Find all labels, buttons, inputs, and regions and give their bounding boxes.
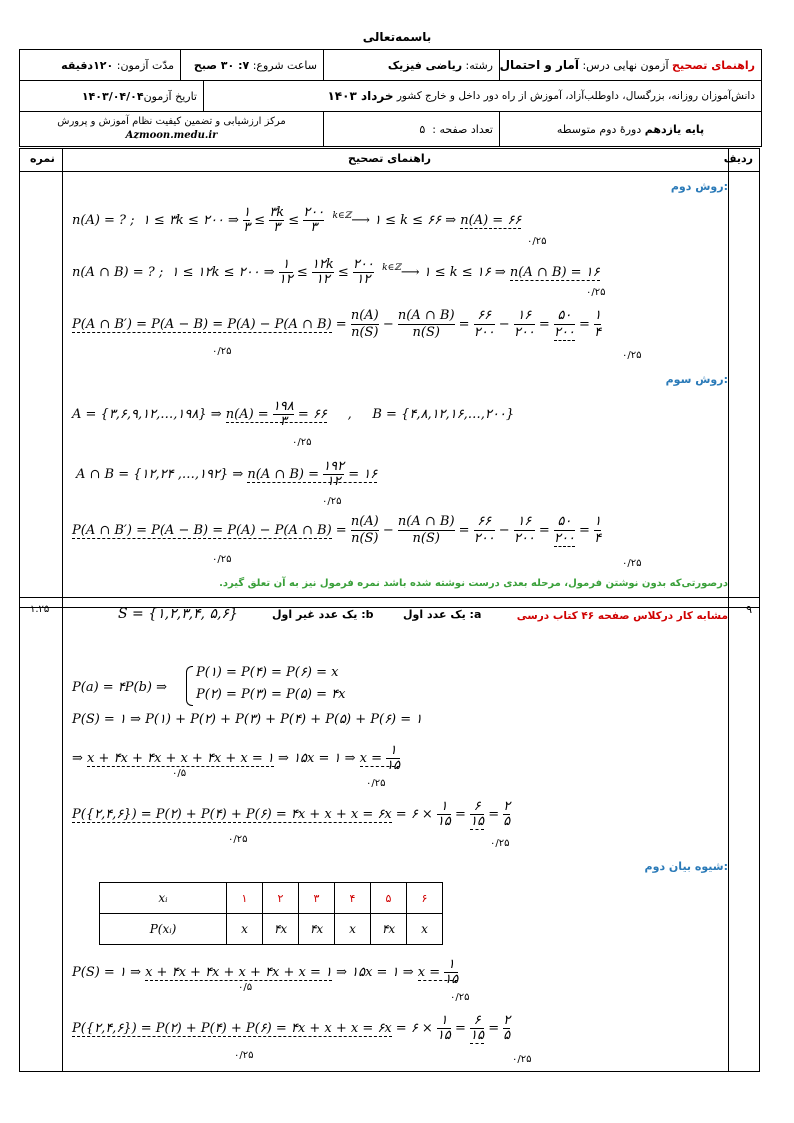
q8-eq-prob: P(A ∩ B′) = P(A − B) = P(A) − P(A ∩ B) = n(A) n(S) − n(A ∩ B) n(S) = ۶۶ ۲۰۰ − ۱۶ ۲۰۰ = ۵۰ ۲۰۰ = ۱ ۴	[72, 308, 602, 340]
q9-score-5: ۰/۵	[238, 982, 253, 993]
head-p: P(xᵢ)	[100, 914, 227, 945]
q9-eq-p246: P({۲,۴,۶}) = P(۲) + P(۴) + P(۶) = ۴x + x + x = ۶x = ۶ × ۱ ۱۵ = ۶ ۱۵ = ۲ ۵	[72, 799, 511, 829]
session-text: خرداد ۱۴۰۳	[327, 89, 394, 103]
score-column-label: نمره	[30, 152, 55, 165]
q9-sample-space: S = {۱,۲,۳,۴, ۵,۶}	[118, 606, 238, 622]
date-value: ۱۴۰۳/۰۴/۰۴	[81, 89, 144, 103]
q9-eq-ps: P(S) = ۱ ⇒ P(۱) + P(۲) + P(۳) + P(۴) + P(۵) + P(۶) = ۱	[72, 712, 423, 727]
students-cell	[203, 81, 761, 111]
method-3-label: روش سوم:	[665, 373, 728, 386]
q9-eq-solve: ⇒ x + ۴x + ۴x + x + ۴x + x = ۱ ⇒ ۱۵x = ۱ ⇒ x = ۱ ۱۵	[72, 743, 401, 773]
students-text: دانش‌آموزان روزانه، بزرگسال، داوطلب‌آزاد، آموزش از راه دور داخل و خارج کشور	[396, 90, 755, 102]
q8-eq-setAB: A ∩ B = {۱۲,۲۴ ,…,۱۹۲} ⇒ n(A ∩ B) = ۱۹۲ ۱۲ = ۱۶	[76, 459, 378, 489]
score-column-divider	[62, 149, 63, 1071]
probability-table	[99, 882, 443, 945]
header-row-2	[20, 81, 761, 112]
header-row-1	[20, 50, 761, 81]
start-time: ۷: ۳۰ صبح	[193, 58, 250, 72]
pages-label: تعداد صفحه :	[432, 122, 493, 136]
q8-score-4: ۰/۲۵	[622, 350, 642, 361]
pages-value: ۵	[419, 122, 426, 136]
grade-cell	[499, 112, 761, 146]
q9-eq-pa-case1: P(۱) = P(۴) = P(۶) = x	[196, 665, 339, 680]
x-cell: ۳	[299, 883, 335, 914]
center-cell	[20, 112, 323, 146]
grade-rest: دورهٔ دوم متوسطه	[556, 122, 642, 136]
q8-eq-nA: n(A) = ? ; ۱ ≤ ۳k ≤ ۲۰۰ ⇒ ۱ ۳ ≤ ۳k ۳ ≤ ۲۰۰ ۳ $^{k\in ℤ}$⟶ ۱ ≤ k ≤ ۶۶ ⇒ n(A) = ۶۶	[72, 205, 522, 235]
duration-cell	[20, 50, 180, 80]
exam-type: آزمون نهایی درس:	[582, 58, 669, 72]
p-cell: x	[335, 914, 371, 945]
brace	[186, 666, 193, 706]
q9-score-1: ۰/۵	[172, 768, 187, 779]
q8-q9-divider	[20, 597, 759, 598]
q8-score-3: ۰/۲۵	[212, 346, 232, 357]
q8-score-8: ۰/۲۵	[622, 558, 642, 569]
q9-score: ۱.۲۵	[30, 604, 50, 615]
q8-score-5: ۰/۲۵	[292, 437, 312, 448]
q9-eq-pa-case2: P(۲) = P(۳) = P(۵) = ۴x	[196, 687, 346, 702]
date-cell	[20, 81, 203, 111]
q8-score-7: ۰/۲۵	[212, 554, 232, 565]
q8-eq-setA: A = {۳,۶,۹,۱۲,…,۱۹۸} ⇒ n(A) = ۱۹۸ ۳ = ۶۶ , B = {۴,۸,۱۲,۱۶,…,۲۰۰}	[72, 399, 515, 429]
guide-label: راهنمای تصحیح	[672, 58, 755, 72]
field-value: ریاضی فیزیک	[387, 58, 463, 72]
duration-value: ۱۲۰دقیقه	[61, 58, 114, 72]
q8-score-6: ۰/۲۵	[322, 496, 342, 507]
p-cell: ۴x	[263, 914, 299, 945]
x-cell: ۴	[335, 883, 371, 914]
website-text: Azmoon.medu.ir	[125, 130, 218, 141]
q9-score-6: ۰/۲۵	[450, 992, 470, 1003]
q9-eq-pa-lhs: P(a) = ۴P(b) ⇒	[72, 680, 168, 695]
exam-header	[19, 49, 762, 147]
q9-score-2: ۰/۲۵	[366, 778, 386, 789]
field-cell	[323, 50, 499, 80]
table-row-p	[100, 914, 443, 945]
head-x: xᵢ	[100, 883, 227, 914]
p-cell: x	[227, 914, 263, 945]
x-cell: ۵	[371, 883, 407, 914]
table-header	[20, 149, 759, 172]
start-label: ساعت شروع:	[252, 58, 317, 72]
p-cell: x	[407, 914, 443, 945]
q8-eq-nAB: n(A ∩ B) = ? ; ۱ ≤ ۱۲k ≤ ۲۰۰ ⇒ ۱ ۱۲ ≤ ۱۲k ۱۲ ≤ ۲۰۰ ۱۲ $^{k\in ℤ}$⟶ ۱ ≤ k ≤ ۱۶ ⇒ n(A ∩ B) = ۱۶	[72, 257, 600, 287]
date-label: تاریخ آزمون	[143, 89, 197, 103]
q9-eq-p246-2: P({۲,۴,۶}) = P(۲) + P(۴) + P(۶) = ۴x + x + x = ۶x = ۶ × ۱ ۱۵ = ۶ ۱۵ = ۲ ۵	[72, 1013, 511, 1043]
q8-score-1: ۰/۲۵	[527, 236, 547, 247]
p-cell: ۴x	[371, 914, 407, 945]
q9-reference: مشابه کار درکلاس صفحه ۴۶ کتاب درسی	[516, 610, 728, 622]
subject-cell	[499, 50, 761, 80]
q9-b-def: b: یک عدد غیر اول	[272, 608, 374, 621]
formula-note: درصورتی‌که بدون نوشتن فرمول، مرحله بعدی درست نوشته شده باشد نمره فرمول نیز به آن تعلق گیرد.	[219, 578, 728, 589]
table-row-x	[100, 883, 443, 914]
subject-name: آمار و احتمال	[499, 58, 579, 72]
row-column-label: ردیف	[723, 152, 753, 165]
q9-eq-pa	[72, 680, 167, 695]
duration-label: مدّت آزمون:	[116, 58, 174, 72]
q9-number: ۹	[746, 603, 752, 616]
q9-method-2-label: شیوه بیان دوم:	[644, 860, 728, 873]
q9-score-4: ۰/۲۵	[490, 838, 510, 849]
q9-a-def: a: یک عدد اول	[403, 608, 482, 621]
q8-eq-prob-2: P(A ∩ B′) = P(A − B) = P(A) − P(A ∩ B) = n(A) n(S) − n(A ∩ B) n(S) = ۶۶ ۲۰۰ − ۱۶ ۲۰۰ = ۵۰ ۲۰۰ = ۱ ۴	[72, 514, 602, 546]
row-column-divider	[728, 149, 729, 1071]
field-label: رشته:	[465, 58, 493, 72]
page-title: باسمه‌تعالی	[362, 30, 432, 44]
q9-score-7: ۰/۲۵	[234, 1050, 254, 1061]
x-cell: ۲	[263, 883, 299, 914]
q9-score-8: ۰/۲۵	[512, 1054, 532, 1065]
guide-column-label: راهنمای تصحیح	[348, 152, 431, 165]
x-cell: ۱	[227, 883, 263, 914]
header-row-3	[20, 112, 761, 146]
p-cell: ۴x	[299, 914, 335, 945]
q9-score-3: ۰/۲۵	[228, 834, 248, 845]
pages-cell	[323, 112, 499, 146]
start-cell	[180, 50, 323, 80]
q9-eq-ps-2: P(S) = ۱ ⇒ x + ۴x + ۴x + x + ۴x + x = ۱ ⇒ ۱۵x = ۱ ⇒ x = ۱ ۱۵	[72, 957, 459, 987]
method-2-label: روش دوم:	[670, 180, 728, 193]
center-name: مرکز ارزشیابی و تضمین کیفیت نظام آموزش و پرورش	[57, 116, 286, 127]
grade-prefix: پایه یازدهم	[644, 122, 705, 136]
x-cell: ۶	[407, 883, 443, 914]
q8-score-2: ۰/۲۵	[586, 287, 606, 298]
